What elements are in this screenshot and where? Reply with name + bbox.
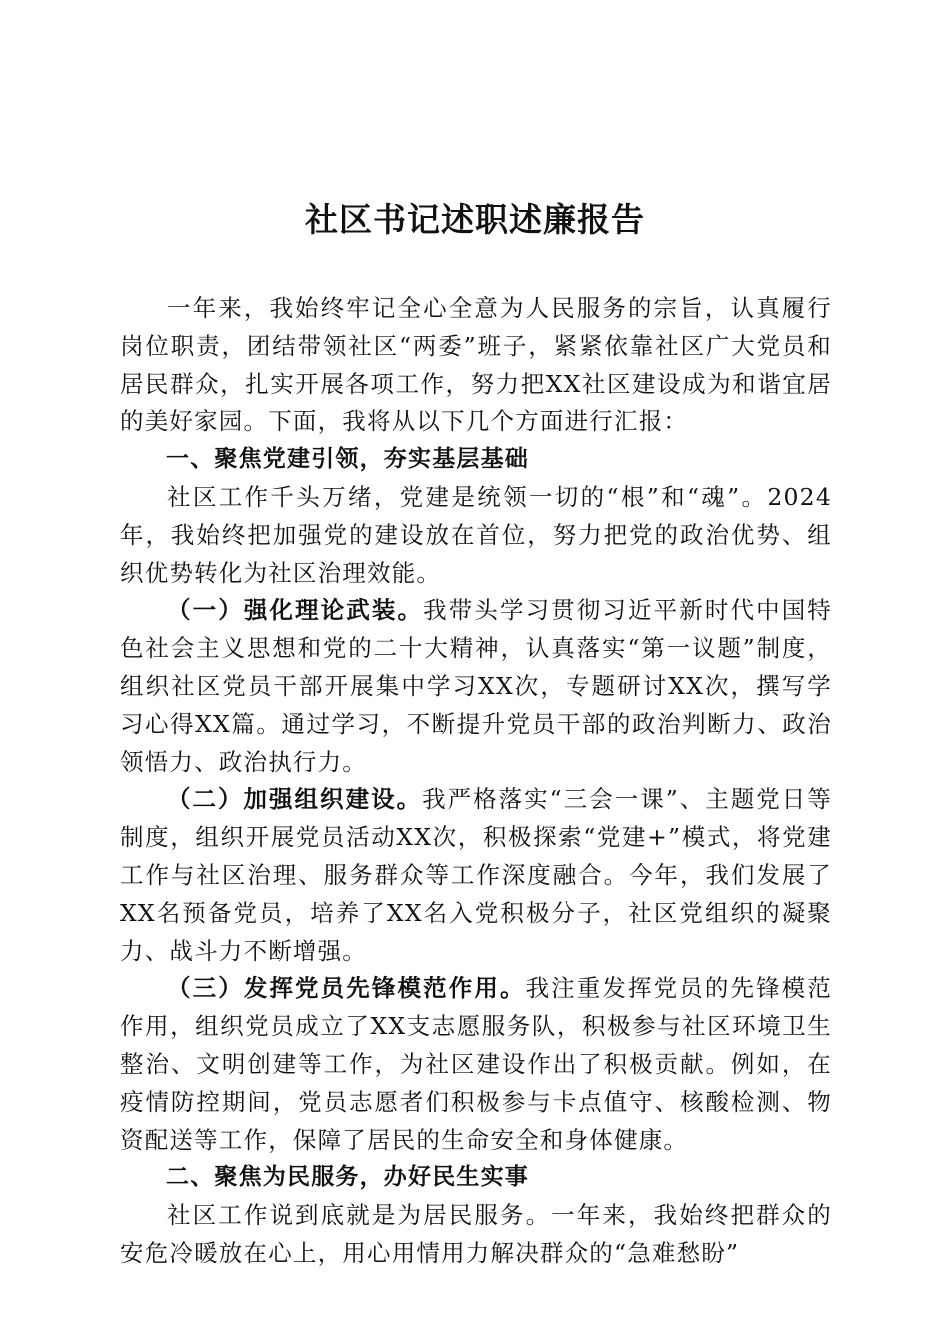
intro-paragraph: 一年来，我始终牢记全心全意为人民服务的宗旨，认真履行岗位职责，团结带领社区“两委”班子，紧紧依靠社区广大党员和居民群众，扎实开展各项工作，努力把XX社区建设成为和谐宜居的美好家园。下面，我将从以下几个方面进行汇报：	[120, 294, 832, 436]
subsection-lead-2: （二）加强组织建设。	[167, 785, 423, 814]
subsection-lead-1: （一）强化理论武装。	[167, 596, 424, 625]
document-title: 社区书记述职述廉报告	[305, 200, 645, 239]
document-body	[120, 290, 832, 1273]
subsection-paragraph-3	[120, 970, 832, 1159]
subsection-text-1: 我带头学习贯彻习近平新时代中国特色社会主义思想和党的二十大精神，认真落实“第一议题”制度，组织社区党员干部开展集中学习XX次，专题研讨XX次，撰写学习心得XX篇。通过学习，不断提升党员干部的政治判断力、政治领悟力、政治执行力。	[120, 596, 833, 776]
section-1-intro-paragraph: 社区工作千头万绪，党建是统领一切的“根”和“魂”。2024年，我始终把加强党的建设放在首位，努力把党的政治优势、组织优势转化为社区治理效能。	[120, 482, 832, 587]
subsection-text-3: 我注重发挥党员的先锋模范作用，组织党员成立了XX支志愿服务队，积极参与社区环境卫生整治、文明创建等工作，为社区建设作出了积极贡献。例如，在疫情防控期间，党员志愿者们积极参与卡点值守、核酸检测、物资配送等工作，保障了居民的生命安全和身体健康。	[120, 974, 832, 1154]
subsection-paragraph-2	[120, 781, 832, 970]
section-heading-1: 一、聚焦党建引领，夯实基层基础	[166, 446, 529, 473]
subsection-text-2: 我严格落实“三会一课”、主题党日等制度，组织开展党员活动XX次，积极探索“党建+”模式，将党建工作与社区治理、服务群众等工作深度融合。今年，我们发展了XX名预备党员，培养了XX名入党积极分子，社区党组织的凝聚力、战斗力不断增强。	[120, 785, 832, 965]
section-2-intro-paragraph: 社区工作说到底就是为居民服务。一年来，我始终把群众的安危冷暖放在心上，用心用情用力解决群众的“急难愁盼”	[120, 1201, 832, 1267]
subsection-paragraph-1	[120, 592, 832, 781]
subsection-lead-3: （三）发挥党员先锋模范作用。	[167, 974, 526, 1003]
section-heading-2: 二、聚焦为民服务，办好民生实事	[166, 1164, 529, 1191]
